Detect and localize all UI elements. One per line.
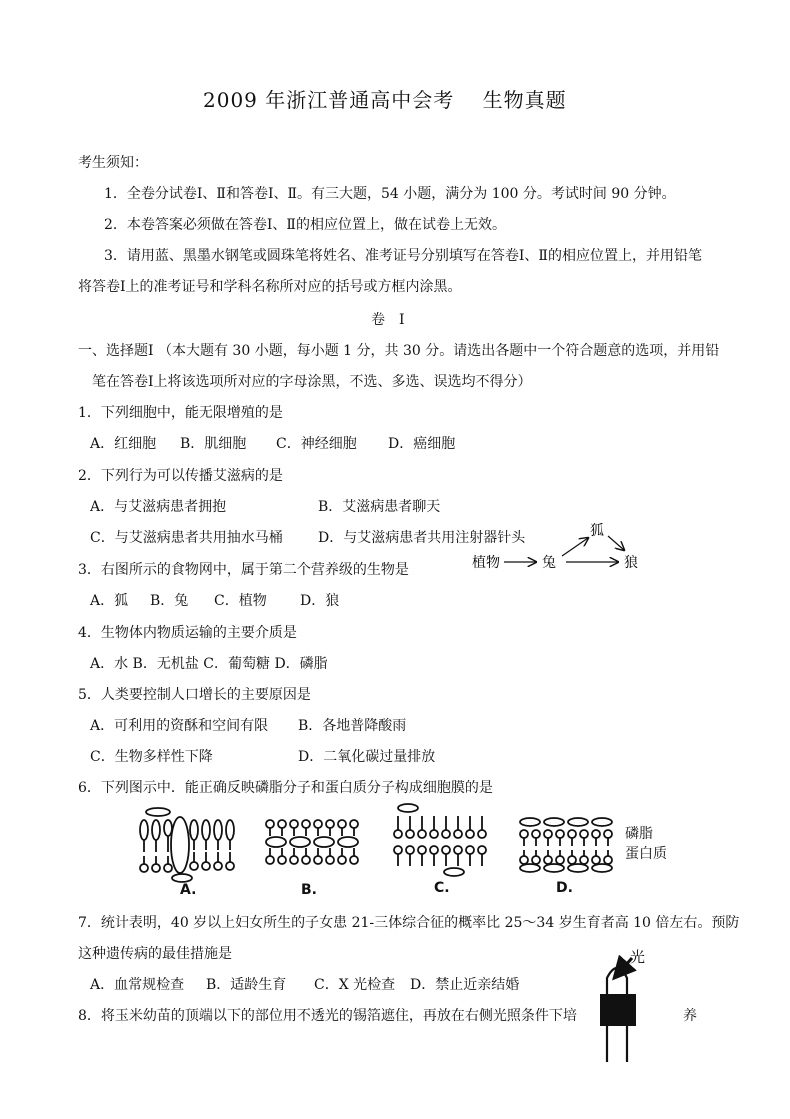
question-7-option-b: B．适龄生育 xyxy=(206,977,287,993)
question-3-option-a: A．狐 xyxy=(90,593,129,609)
membrane-diagram-c xyxy=(394,804,486,876)
question-1-option-b: B．肌细胞 xyxy=(180,436,247,452)
question-2-stem: 2．下列行为可以传播艾滋病的是 xyxy=(78,468,283,484)
membrane-diagram-b xyxy=(266,820,358,864)
membrane-label-a: A. xyxy=(180,882,197,898)
page-title: 2009 年浙江普通高中会考 生物真题 xyxy=(203,88,567,112)
section-instructions: 笔在答卷Ⅰ上将该选项所对应的字母涂黑，不选、多选、误选均不得分） xyxy=(92,374,532,390)
membrane-label-b: B. xyxy=(301,882,317,898)
question-1-option-a: A．红细胞 xyxy=(90,436,157,452)
membrane-diagram-d xyxy=(520,818,612,872)
food-web-plant: 植物 xyxy=(472,555,500,571)
arrow-rabbit-fox xyxy=(562,538,588,556)
notice-item-2: 2．本卷答案必须做在答卷Ⅰ、Ⅱ的相应位置上，做在试卷上无效。 xyxy=(104,217,506,233)
question-1-stem: 1．下列细胞中，能无限增殖的是 xyxy=(78,405,283,421)
question-7-stem-cont: 这种遗传病的最佳措施是 xyxy=(78,946,232,962)
notice-item-3: 3．请用蓝、黑墨水钢笔或圆珠笔将姓名、准考证号分别填写在答卷Ⅰ、Ⅱ的相应位置上，并用铅笔 xyxy=(104,248,702,264)
notice-item-1: 1．全卷分试卷Ⅰ、Ⅱ和答卷Ⅰ、Ⅱ。有三大题，54 小题，满分为 100 分。考试时间 90 分钟。 xyxy=(104,186,676,202)
notice-item-3-cont: 将答卷Ⅰ上的准考证号和学科名称所对应的括号或方框内涂黑。 xyxy=(78,279,462,295)
food-web-rabbit: 兔 xyxy=(542,555,556,571)
question-3-option-d: D．狼 xyxy=(300,593,340,609)
question-1-option-c: C．神经细胞 xyxy=(276,436,357,452)
light-label: 光 xyxy=(630,948,646,966)
food-web-wolf: 狼 xyxy=(624,555,638,571)
question-1-option-d: D．癌细胞 xyxy=(388,436,456,452)
membrane-label-d: D. xyxy=(556,880,573,896)
question-7-option-a: A．血常规检查 xyxy=(90,977,185,993)
question-4-options: A．水 B．无机盐 C．葡萄糖 D．磷脂 xyxy=(90,656,328,672)
question-2-option-b: B．艾滋病患者聊天 xyxy=(318,499,441,515)
question-2-option-d: D．与艾滋病患者共用注射器针头 xyxy=(318,530,526,546)
volume-label: 卷 Ⅰ xyxy=(371,312,405,328)
question-7-stem: 7．统计表明，40 岁以上妇女所生的子女患 21-三体综合征的概率比 25～34 岁生育者高 10 倍左右。预防 xyxy=(78,915,740,931)
membrane-label-c: C. xyxy=(434,880,450,896)
section-heading: 一、选择题Ⅰ （本大题有 30 小题，每小题 1 分，共 30 分。请选出各题中一个符合题意的选项，并用铅 xyxy=(78,343,720,359)
membrane-diagram-a xyxy=(140,808,234,882)
question-6-stem: 6．下列图示中．能正确反映磷脂分子和蛋白质分子构成细胞膜的是 xyxy=(78,780,493,796)
membrane-diagrams xyxy=(128,800,688,900)
question-3-option-b: B．兔 xyxy=(150,593,189,609)
question-5-stem: 5．人类要控制人口增长的主要原因是 xyxy=(78,687,311,703)
question-3-option-c: C．植物 xyxy=(214,593,267,609)
question-4-stem: 4．生物体内物质运输的主要介质是 xyxy=(78,625,297,641)
question-5-option-a: A．可利用的资酥和空间有限 xyxy=(90,718,269,734)
food-web-diagram xyxy=(462,516,662,580)
notice-heading: 考生须知： xyxy=(78,155,148,171)
arrow-fox-wolf xyxy=(608,536,624,550)
legend-phospholipid: 磷脂 xyxy=(625,826,653,842)
question-2-option-c: C．与艾滋病患者共用抽水马桶 xyxy=(90,530,283,546)
food-web-fox: 狐 xyxy=(590,523,604,539)
question-7-option-c: C．X 光检查 xyxy=(314,977,396,993)
question-3-stem: 3．右图所示的食物网中，属于第二个营养级的生物是 xyxy=(78,562,409,578)
seedling-diagram xyxy=(590,944,670,1064)
question-5-option-d: D．二氧化碳过量排放 xyxy=(298,749,436,765)
tinfoil-cover xyxy=(600,994,636,1026)
question-5-option-c: C．生物多样性下降 xyxy=(90,749,213,765)
question-5-option-b: B．各地普降酸雨 xyxy=(298,718,407,734)
legend-protein: 蛋白质 xyxy=(625,846,667,862)
question-8-stem: 8．将玉米幼苗的顶端以下的部位用不透光的锡箔遮住，再放在右侧光照条件下培 xyxy=(78,1008,577,1024)
question-2-option-a: A．与艾滋病患者拥抱 xyxy=(90,499,227,515)
question-7-option-d: D．禁止近亲结婚 xyxy=(410,977,520,993)
question-8-stem-end: 养 xyxy=(683,1008,697,1024)
